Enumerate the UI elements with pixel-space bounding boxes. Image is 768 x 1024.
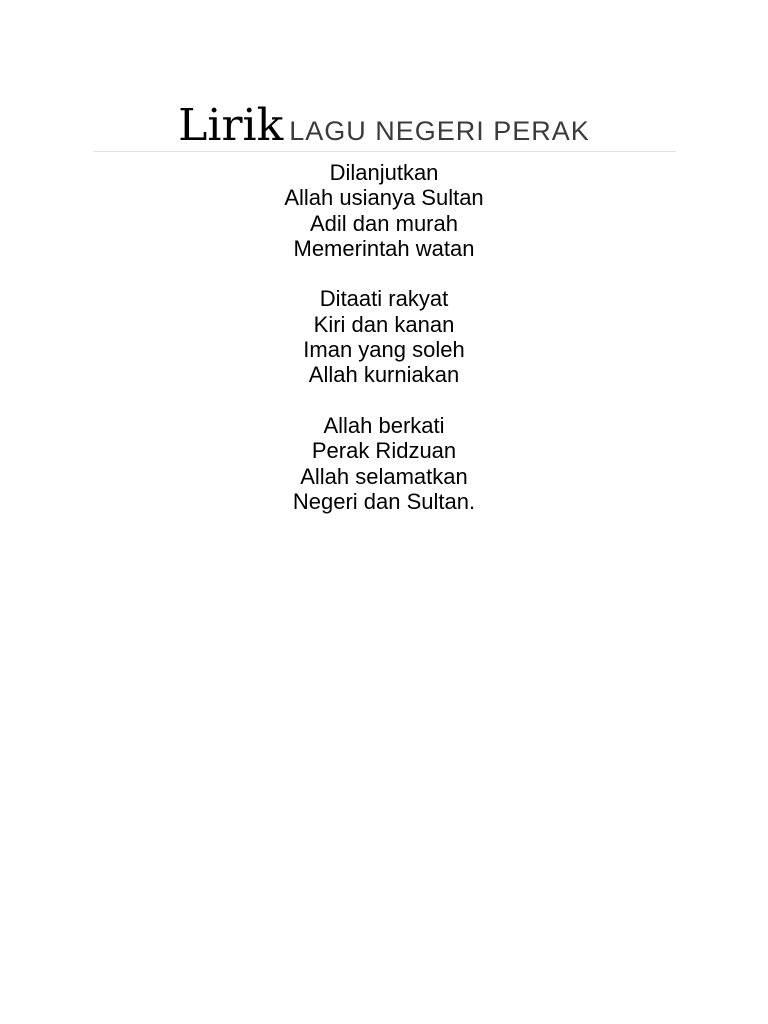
stanza-1 — [0, 160, 768, 261]
lyric-line: Allah kurniakan — [308, 362, 460, 388]
lyric-line: Adil dan murah — [310, 210, 458, 236]
title-divider — [93, 151, 676, 152]
lyric-line: Allah berkati — [323, 412, 445, 438]
title-subtitle: LAGU NEGERI PERAK — [289, 116, 590, 146]
stanza-3 — [0, 413, 768, 514]
lyric-line: Perak Ridzuan — [311, 438, 457, 464]
title-main: Lirik — [178, 100, 284, 151]
lyric-line: Allah usianya Sultan — [284, 185, 484, 211]
lyric-line: Ditaati rakyat — [319, 286, 449, 312]
stanza-2 — [0, 286, 768, 387]
lyric-line: Memerintah watan — [293, 235, 475, 261]
lyric-line: Negeri dan Sultan. — [292, 488, 476, 514]
lyric-line: Kiri dan kanan — [313, 311, 455, 337]
lyrics-body — [0, 160, 768, 539]
lyric-line: Dilanjutkan — [329, 160, 439, 185]
lyric-line: Iman yang soleh — [303, 337, 465, 363]
lyric-line: Allah selamatkan — [300, 463, 468, 489]
page-title — [0, 100, 768, 151]
